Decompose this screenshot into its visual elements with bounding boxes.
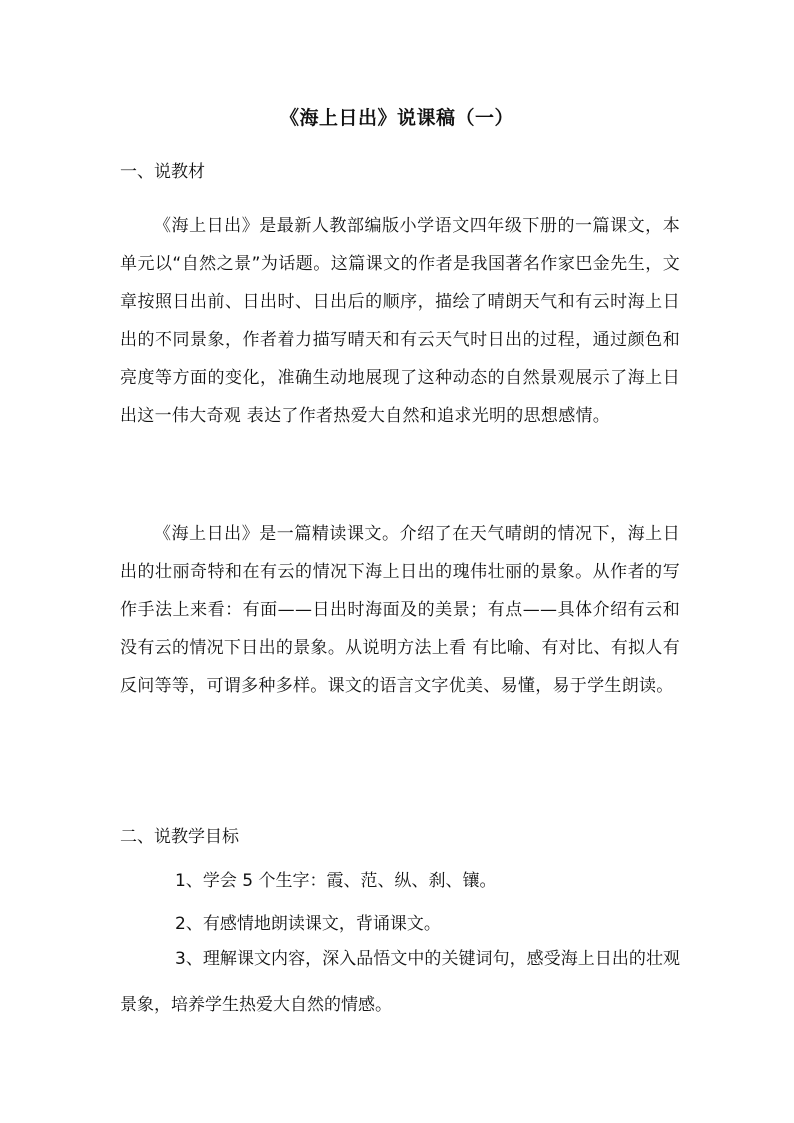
paragraph-textbook-intro: 《海上日出》是最新人教部编版小学语文四年级下册的一篇课文，本单元以“自然之景”为话题。这篇课文的作者是我国著名作家巴金先生，文章按照日出前、日出时、日出后的顺序，描绘了晴朗天气和有云时海上日出的不同景象，作者着力描写晴天和有云天气时日出的过程，通过颜色和亮度等方面的变化，准确生动地展现了这种动态的自然景观展示了海上日出这一伟大奇观 表达了作者热爱大自然和追求光明的思想感情。 (120, 216, 680, 426)
goal-item-2: 2、有感情地朗读课文，背诵课文。 (175, 914, 441, 934)
paragraph-intensive-reading: 《海上日出》是一篇精读课文。介绍了在天气晴朗的情况下，海上日出的壮丽奇特和在有云的情况下海上日出的瑰伟壮丽的景象。从作者的写作手法上来看：有面——日出时海面及的美景；有点——具体介绍有云和没有云的情况下日出的景象。从说明方法上看 有比喻、有对比、有拟人有反问等等，可谓多种多样。课文的语言文字优美、易懂，易于学生朗读。 (120, 524, 680, 696)
goal-item-1: 1、学会 5 个生字：霞、范、纵、刹、镶。 (175, 871, 497, 891)
section-heading-teaching-goals: 二、说教学目标 (120, 827, 239, 847)
document-title: 《海上日出》说课稿（一） (279, 107, 514, 129)
goal-item-3: 3、理解课文内容，深入品悟文中的关键词句，感受海上日出的壮观景象，培养学生热爱大自然的情感。 (120, 949, 680, 1015)
section-heading-teaching-material: 一、说教材 (120, 162, 205, 182)
